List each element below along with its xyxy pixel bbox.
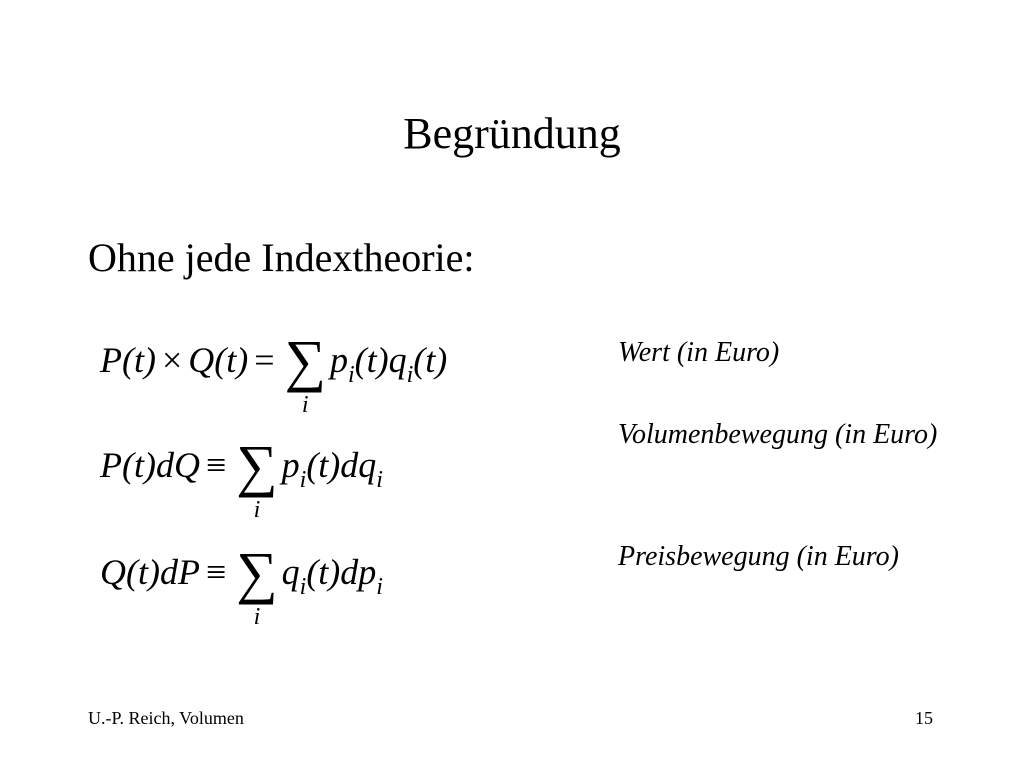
eq2-sum-index: i: [253, 497, 261, 523]
eq3-tdp: (t)dp: [306, 552, 377, 592]
eq1-sum-index: i: [301, 392, 309, 418]
eq2-p: p: [281, 445, 300, 485]
eq2-p-sub: i: [299, 467, 307, 493]
eq3-lhs: Q(t)dP: [100, 552, 200, 592]
eq1-p-sub: i: [347, 362, 355, 388]
note-price-movement: Preisbewegung (in Euro): [618, 541, 899, 572]
equation-volume-movement: [100, 433, 383, 523]
eq1-lhs2: Q(t): [188, 340, 249, 380]
eq3-q-sub: i: [299, 574, 307, 600]
eq1-p: p: [329, 340, 348, 380]
eq1-tq: (t)q: [354, 340, 407, 380]
slide-title: Begründung: [403, 109, 621, 158]
eq1-times: ×: [161, 340, 183, 380]
eq3-q: q: [281, 552, 300, 592]
equation-value: [100, 328, 448, 418]
equation-price-movement: [100, 540, 383, 630]
footer-author: U.-P. Reich, Volumen: [88, 708, 244, 728]
eq2-q-sub: i: [376, 467, 383, 493]
eq2-sum-symbol: ∑ i: [236, 433, 278, 523]
eq1-q-sub: i: [406, 362, 414, 388]
eq2-tdq: (t)dq: [306, 445, 377, 485]
eq1-sum-symbol: ∑ i: [284, 328, 326, 418]
eq3-sum-index: i: [253, 604, 261, 630]
eq3-sum-symbol: ∑ i: [236, 540, 278, 630]
slide-subtitle: Ohne jede Indextheorie:: [88, 235, 475, 280]
page-number: 15: [915, 708, 933, 728]
eq3-operator: ≡: [205, 552, 227, 592]
eq1-operator: =: [254, 340, 275, 380]
eq2-operator: ≡: [205, 445, 227, 485]
eq1-lhs: P(t): [100, 340, 156, 380]
eq2-lhs: P(t)dQ: [100, 445, 200, 485]
eq1-t: (t): [413, 340, 448, 380]
note-value: Wert (in Euro): [618, 337, 780, 368]
eq3-p-sub: i: [376, 574, 383, 600]
note-volume-movement: Volumenbewegung (in Euro): [618, 419, 938, 450]
